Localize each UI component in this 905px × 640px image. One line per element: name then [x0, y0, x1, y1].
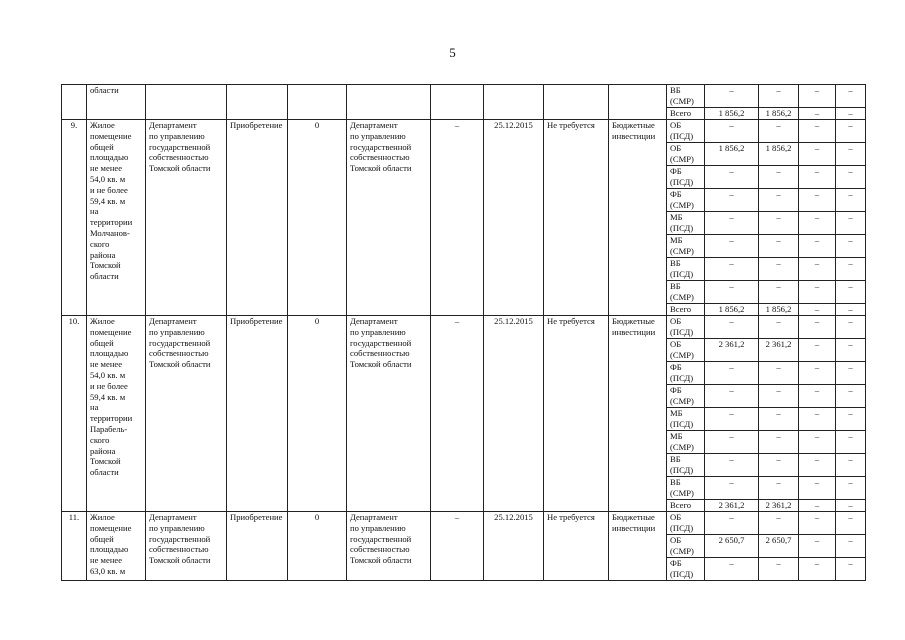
value-2016: – [799, 385, 836, 408]
cell-num [62, 85, 87, 120]
value-2017: – [836, 235, 866, 258]
value-2016: – [799, 500, 836, 512]
value-2017: – [836, 258, 866, 281]
empty-cell [288, 85, 347, 120]
value-total: 2 650,7 [705, 535, 759, 558]
capacity: 0 [288, 120, 347, 316]
value-2016: – [799, 454, 836, 477]
expertise: Не требуется [544, 512, 609, 581]
dash-cell: – [431, 316, 484, 512]
value-2017: – [836, 316, 866, 339]
value-2017: – [836, 108, 866, 120]
customer: Департамент по управлению государственной собственностью Томской области [146, 120, 227, 316]
action: Приобретение [227, 316, 288, 512]
expertise: Не требуется [544, 316, 609, 512]
completion-date: 25.12.2015 [484, 120, 544, 316]
value-total: – [705, 212, 759, 235]
value-2016: – [799, 108, 836, 120]
empty-cell [484, 85, 544, 120]
value-2016: – [799, 189, 836, 212]
value-2017: – [836, 189, 866, 212]
fund-source-label: ВБ (СМР) [667, 477, 705, 500]
table-row [62, 316, 866, 339]
entry-number: 11. [62, 512, 87, 581]
fund-source-label: ОБ (ПСД) [667, 512, 705, 535]
value-2015: – [759, 316, 799, 339]
completion-date: 25.12.2015 [484, 512, 544, 581]
value-total: – [705, 258, 759, 281]
value-2015: – [759, 558, 799, 581]
value-total: – [705, 558, 759, 581]
value-2017: – [836, 281, 866, 304]
value-2016: – [799, 408, 836, 431]
value-2016: – [799, 120, 836, 143]
fund-source-label: ФБ (СМР) [667, 385, 705, 408]
value-2015: – [759, 512, 799, 535]
value-total: – [705, 385, 759, 408]
value-total: 2 361,2 [705, 339, 759, 362]
fund-source-label: ВБ (СМР) [667, 85, 705, 108]
value-2016: – [799, 258, 836, 281]
fund-source-label: ОБ (ПСД) [667, 316, 705, 339]
value-2016: – [799, 212, 836, 235]
value-total: – [705, 189, 759, 212]
empty-cell [227, 85, 288, 120]
developer: Департамент по управлению государственной собственностью Томской области [347, 316, 431, 512]
empty-cell [609, 85, 667, 120]
value-2016: – [799, 143, 836, 166]
capacity: 0 [288, 316, 347, 512]
value-2017: – [836, 477, 866, 500]
value-2015: 2 361,2 [759, 339, 799, 362]
fund-source-label: МБ (ПСД) [667, 212, 705, 235]
value-2015: – [759, 258, 799, 281]
value-2017: – [836, 143, 866, 166]
table-row [62, 512, 866, 535]
value-total: – [705, 477, 759, 500]
value-2016: – [799, 339, 836, 362]
value-2017: – [836, 558, 866, 581]
value-total: – [705, 235, 759, 258]
value-2015: – [759, 235, 799, 258]
value-2016: – [799, 535, 836, 558]
fund-source-label: ФБ (ПСД) [667, 362, 705, 385]
capacity: 0 [288, 512, 347, 581]
value-2016: – [799, 477, 836, 500]
value-total: – [705, 362, 759, 385]
value-total: 2 361,2 [705, 500, 759, 512]
value-2017: – [836, 431, 866, 454]
fund-source-label: ОБ (СМР) [667, 339, 705, 362]
value-2017: – [836, 85, 866, 108]
action: Приобретение [227, 512, 288, 581]
object-name: Жилое помещение общей площадью не менее 54,0 кв. м и не более 59,4 кв. м на территории Молчанов- ского района Томской области [87, 120, 146, 316]
fund-source-label: ОБ (СМР) [667, 535, 705, 558]
value-2017: – [836, 385, 866, 408]
fund-source-label: ВБ (ПСД) [667, 258, 705, 281]
value-total: – [705, 166, 759, 189]
object-name: Жилое помещение общей площадью не менее 63,0 кв. м [87, 512, 146, 581]
investment-type: Бюджетные инвестиции [609, 316, 667, 512]
value-2015: – [759, 85, 799, 108]
value-2016: – [799, 362, 836, 385]
value-2017: – [836, 212, 866, 235]
empty-cell [146, 85, 227, 120]
investment-table [61, 84, 866, 581]
investment-type: Бюджетные инвестиции [609, 120, 667, 316]
value-total: – [705, 454, 759, 477]
customer: Департамент по управлению государственной собственностью Томской области [146, 316, 227, 512]
fund-source-label: ВБ (ПСД) [667, 454, 705, 477]
value-2015: 2 650,7 [759, 535, 799, 558]
fund-source-label: ФБ (ПСД) [667, 166, 705, 189]
fund-source-label: Всего [667, 108, 705, 120]
value-2015: 1 856,2 [759, 108, 799, 120]
value-total: – [705, 281, 759, 304]
value-2015: – [759, 189, 799, 212]
table-body [62, 85, 866, 581]
dash-cell: – [431, 120, 484, 316]
value-2016: – [799, 431, 836, 454]
fund-source-label: МБ (ПСД) [667, 408, 705, 431]
value-total: – [705, 408, 759, 431]
value-2017: – [836, 362, 866, 385]
value-2017: – [836, 408, 866, 431]
value-2016: – [799, 235, 836, 258]
value-2016: – [799, 304, 836, 316]
value-2017: – [836, 500, 866, 512]
completion-date: 25.12.2015 [484, 316, 544, 512]
value-2017: – [836, 454, 866, 477]
value-2017: – [836, 512, 866, 535]
table-row [62, 85, 866, 108]
fund-source-label: Всего [667, 500, 705, 512]
value-2017: – [836, 339, 866, 362]
value-2015: – [759, 120, 799, 143]
entry-number: 9. [62, 120, 87, 316]
empty-cell [347, 85, 431, 120]
fund-source-label: ВБ (СМР) [667, 281, 705, 304]
fund-source-label: МБ (СМР) [667, 235, 705, 258]
value-total: 1 856,2 [705, 108, 759, 120]
value-2016: – [799, 512, 836, 535]
object-name: Жилое помещение общей площадью не менее 54,0 кв. м и не более 59,4 кв. м на территории Парабель- ского района Томской области [87, 316, 146, 512]
value-total: – [705, 512, 759, 535]
value-total: – [705, 431, 759, 454]
value-2015: 1 856,2 [759, 304, 799, 316]
value-2016: – [799, 166, 836, 189]
value-2015: 2 361,2 [759, 500, 799, 512]
developer: Департамент по управлению государственной собственностью Томской области [347, 512, 431, 581]
value-total: – [705, 120, 759, 143]
entry-number: 10. [62, 316, 87, 512]
value-2016: – [799, 316, 836, 339]
value-2017: – [836, 120, 866, 143]
object-name: области [87, 85, 146, 120]
developer: Департамент по управлению государственной собственностью Томской области [347, 120, 431, 316]
value-2015: – [759, 454, 799, 477]
value-2017: – [836, 535, 866, 558]
value-total: – [705, 316, 759, 339]
value-total: – [705, 85, 759, 108]
value-2016: – [799, 281, 836, 304]
fund-source-label: ОБ (ПСД) [667, 120, 705, 143]
value-2015: 1 856,2 [759, 143, 799, 166]
expertise: Не требуется [544, 120, 609, 316]
empty-cell [544, 85, 609, 120]
value-total: 1 856,2 [705, 143, 759, 166]
value-2015: – [759, 212, 799, 235]
fund-source-label: ФБ (СМР) [667, 189, 705, 212]
fund-source-label: Всего [667, 304, 705, 316]
empty-cell [431, 85, 484, 120]
value-2016: – [799, 558, 836, 581]
dash-cell: – [431, 512, 484, 581]
investment-type: Бюджетные инвестиции [609, 512, 667, 581]
value-2015: – [759, 166, 799, 189]
value-2015: – [759, 477, 799, 500]
value-total: 1 856,2 [705, 304, 759, 316]
value-2015: – [759, 431, 799, 454]
value-2017: – [836, 304, 866, 316]
fund-source-label: ФБ (ПСД) [667, 558, 705, 581]
value-2015: – [759, 281, 799, 304]
table-row [62, 120, 866, 143]
customer: Департамент по управлению государственной собственностью Томской области [146, 512, 227, 581]
fund-source-label: ОБ (СМР) [667, 143, 705, 166]
value-2017: – [836, 166, 866, 189]
fund-source-label: МБ (СМР) [667, 431, 705, 454]
value-2015: – [759, 408, 799, 431]
action: Приобретение [227, 120, 288, 316]
value-2015: – [759, 362, 799, 385]
value-2015: – [759, 385, 799, 408]
value-2016: – [799, 85, 836, 108]
page-number: 5 [449, 45, 456, 60]
